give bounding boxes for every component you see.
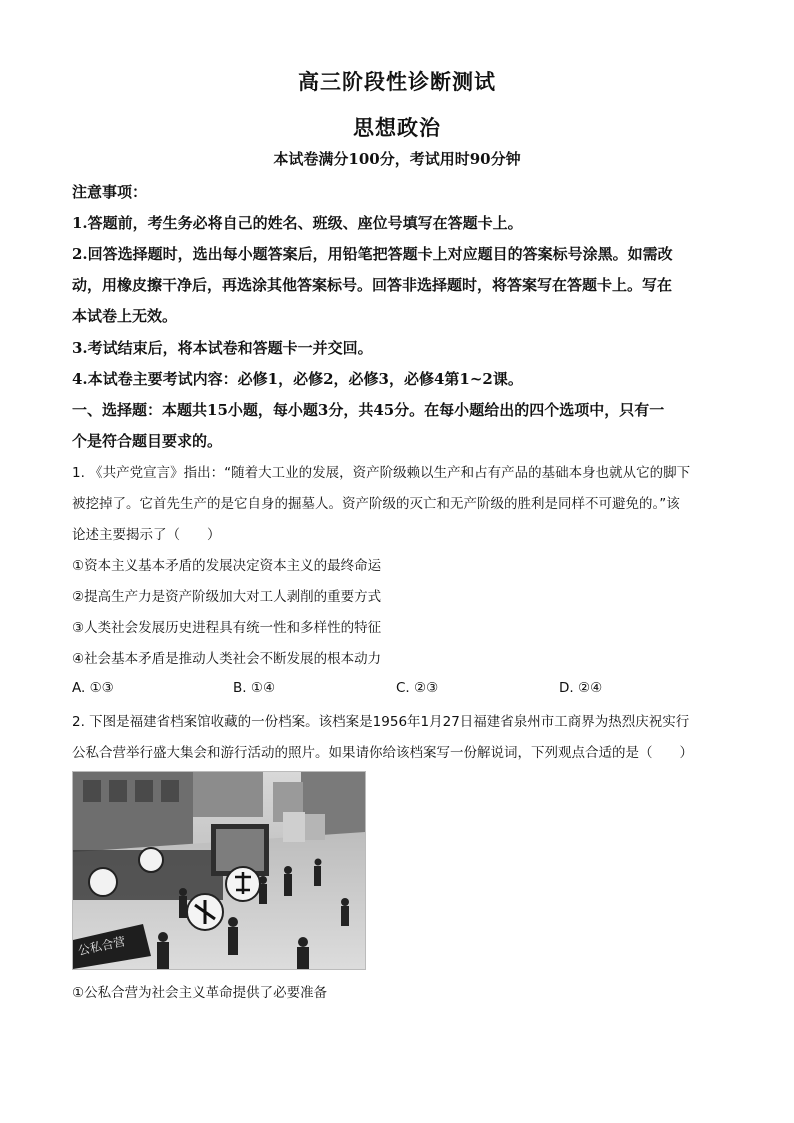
svg-text:公私合营: 公私合营	[76, 934, 127, 958]
section-1-heading-line-1: 一、选择题：本题共15小题，每小题3分，共45分。在每小题给出的四个选项中，只有一	[72, 401, 665, 419]
question-1-option-b: B. ①④	[233, 680, 276, 696]
question-1-option-a: A. ①③	[72, 680, 114, 696]
notice-heading: 注意事项：	[72, 183, 148, 201]
question-1-option-c: C. ②③	[396, 680, 439, 696]
question-1-statement-1: ①资本主义基本矛盾的发展决定资本主义的最终命运	[72, 558, 382, 574]
question-1-statement-2: ②提高生产力是资产阶级加大对工人剥削的重要方式	[72, 589, 382, 605]
question-1-statement-4: ④社会基本矛盾是推动人类社会不断发展的根本动力	[72, 651, 382, 667]
notice-item-2-line-3: 本试卷上无效。	[72, 307, 178, 325]
notice-item-2-line-2: 动，用橡皮擦干净后，再选涂其他答案标号。回答非选择题时，将答案写在答题卡上。写在	[72, 276, 673, 294]
question-2-stem-line-2: 公私合营举行盛大集会和游行活动的照片。如果请你给该档案写一份解说词，下列观点合适的是（ ）	[72, 745, 693, 761]
notice-item-3: 3.考试结束后，将本试卷和答题卡一并交回。	[72, 339, 373, 357]
notice-item-2-line-1: 2.回答选择题时，选出每小题答案后，用铅笔把答题卡上对应题目的答案标号涂黑。如需改	[72, 245, 673, 263]
question-2-stem-line-1: 2. 下图是福建省档案馆收藏的一份档案。该档案是1956年1月27日福建省泉州市工商界为热烈庆祝实行	[72, 714, 690, 730]
question-2-statement-1: ①公私合营为社会主义革命提供了必要准备	[72, 985, 328, 1001]
question-1-stem-line-2: 被挖掉了。它首先生产的是它自身的掘墓人。资产阶级的灭亡和无产阶级的胜利是同样不可避免的。”该	[72, 496, 680, 512]
exam-title: 高三阶段性诊断测试	[298, 69, 496, 94]
question-1-stem-line-1: 1. 《共产党宣言》指出：“随着大工业的发展，资产阶级赖以生产和占有产品的基础本身也就从它的脚下	[72, 465, 691, 481]
archive-photo	[72, 771, 366, 970]
question-1-statement-3: ③人类社会发展历史进程具有统一性和多样性的特征	[72, 620, 382, 636]
notice-item-4: 4.本试卷主要考试内容：必修1，必修2，必修3，必修4第1~2课。	[72, 370, 523, 388]
subject-title: 思想政治	[353, 115, 441, 140]
notice-item-1: 1.答题前，考生务必将自己的姓名、班级、座位号填写在答题卡上。	[72, 214, 523, 232]
question-1-option-d: D. ②④	[559, 680, 603, 696]
question-1-stem-line-3: 论述主要揭示了（ ）	[72, 527, 221, 543]
exam-info: 本试卷满分100分，考试用时90分钟	[273, 150, 521, 168]
section-1-heading-line-2: 个是符合题目要求的。	[72, 432, 223, 450]
